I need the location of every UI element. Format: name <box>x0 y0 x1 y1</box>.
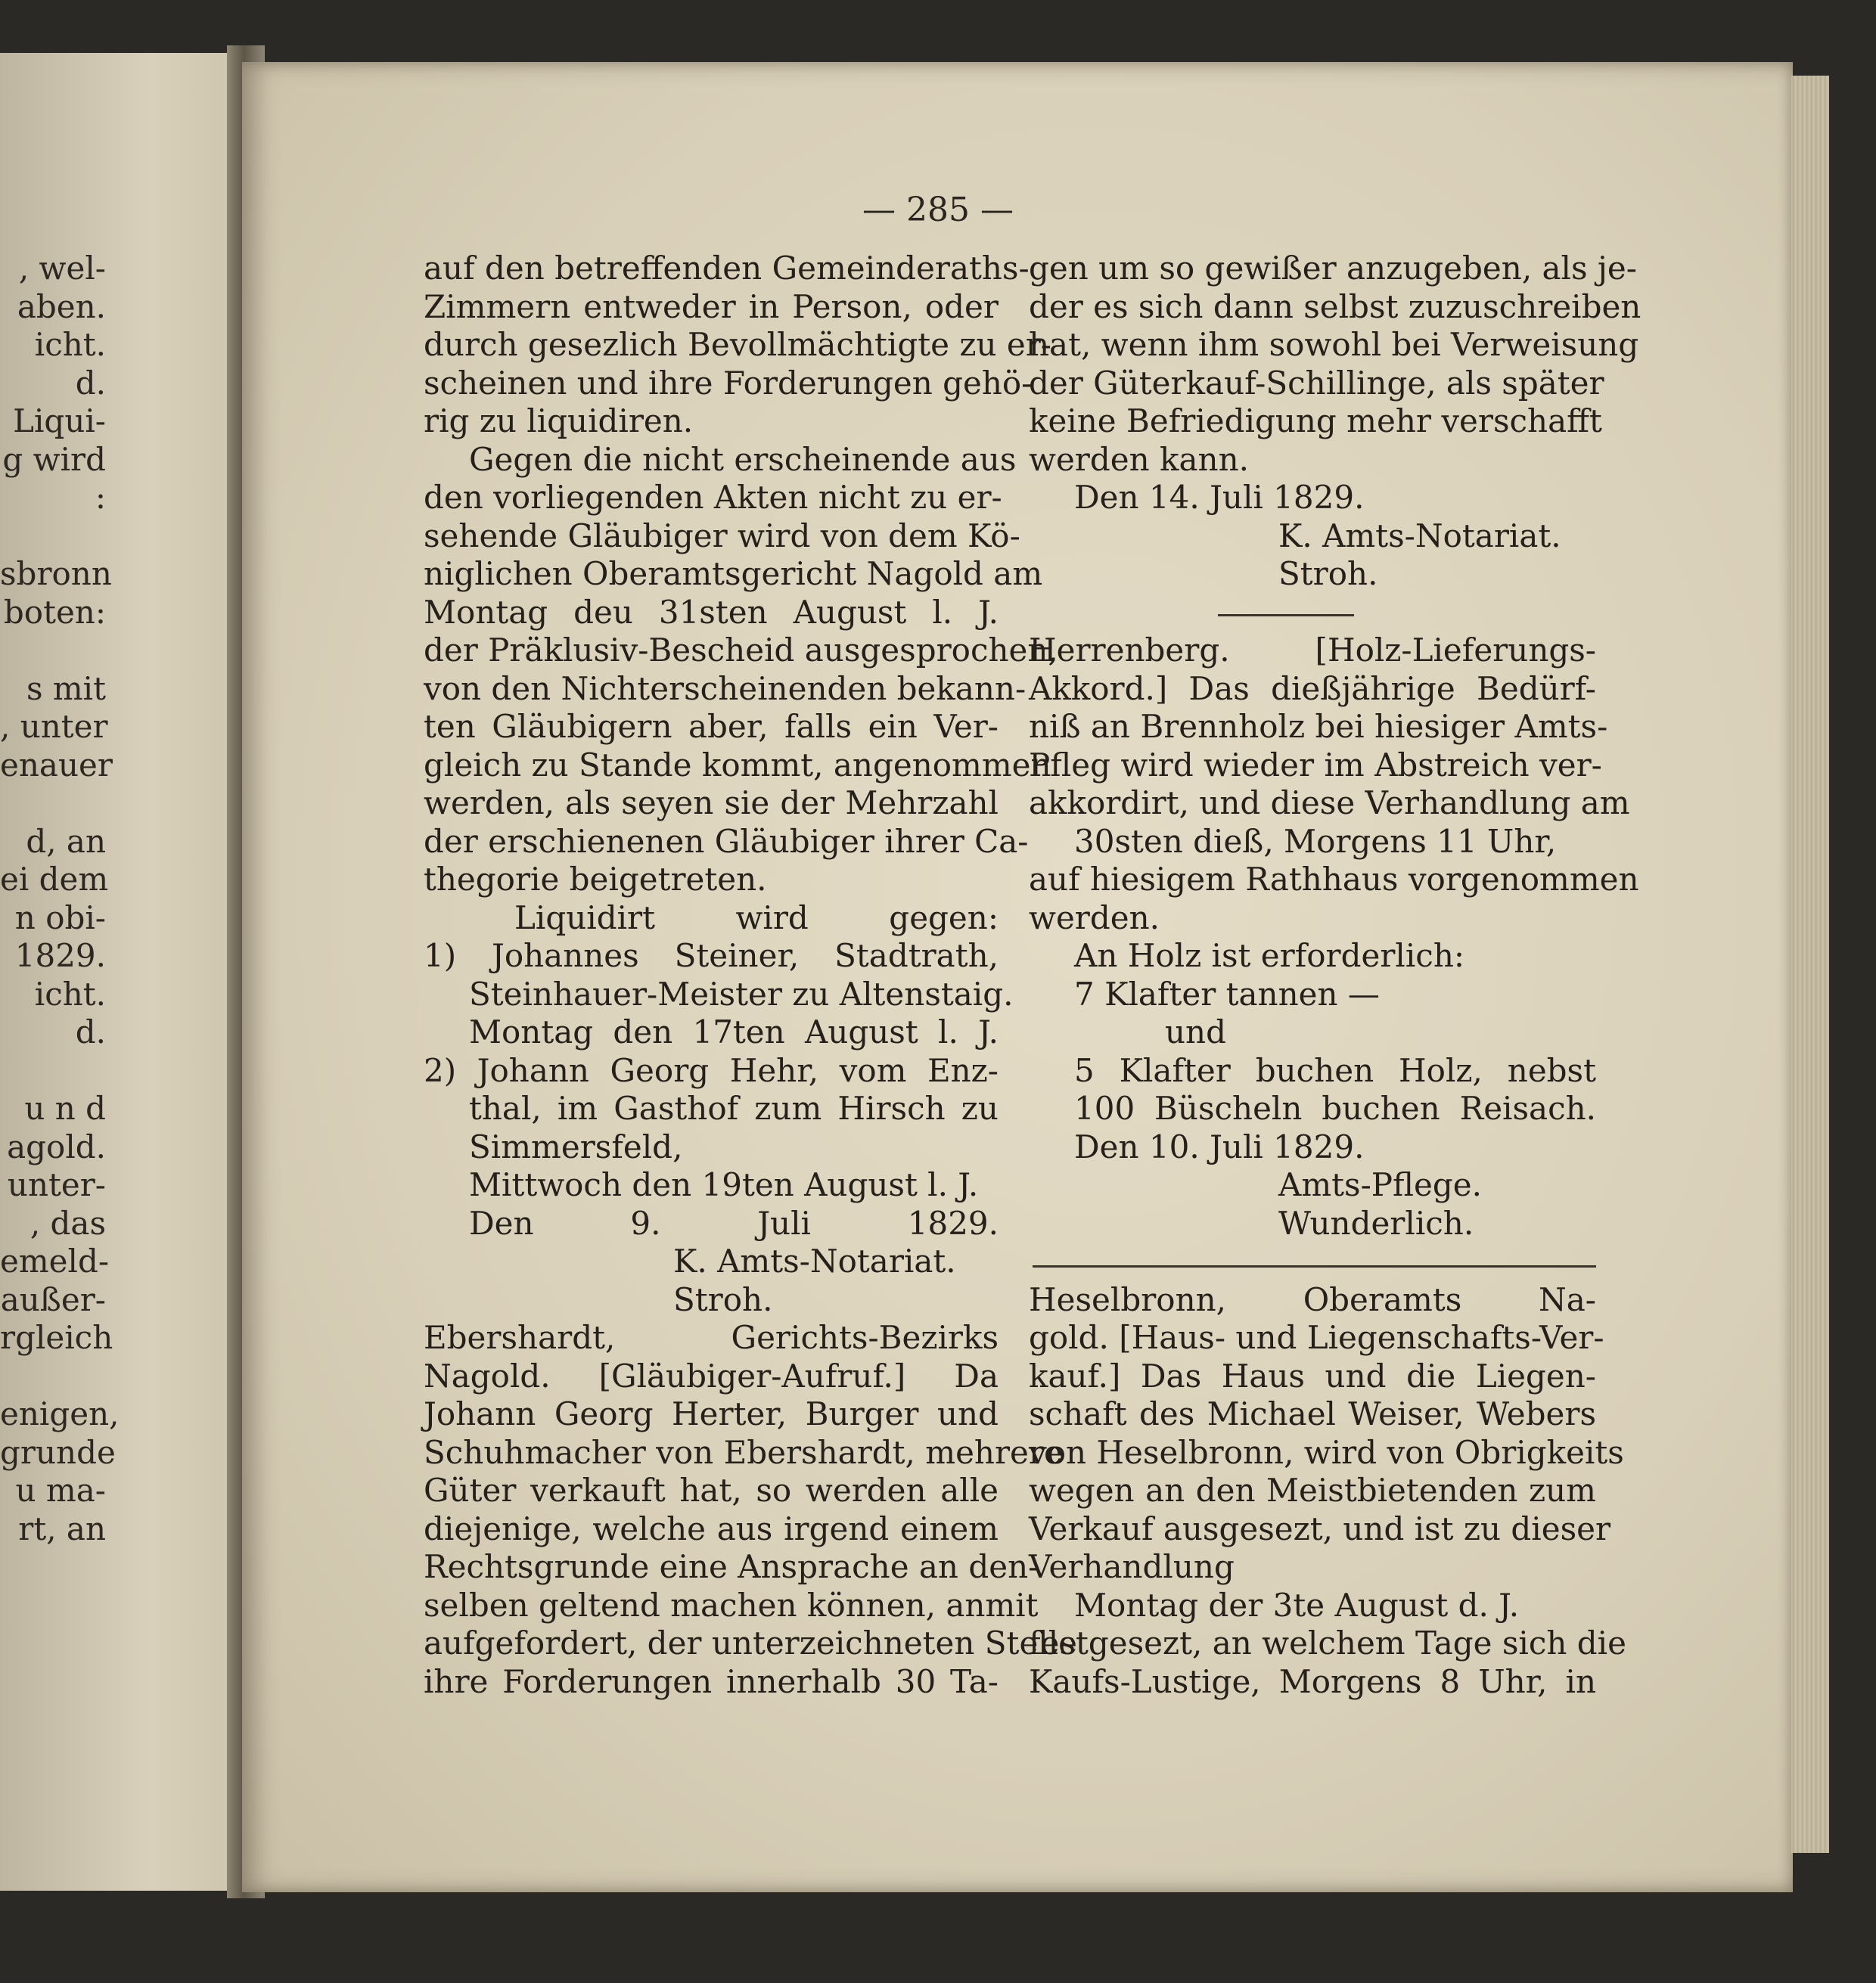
text-line: Kaufs-Lustige, Morgens 8 Uhr, in <box>1029 1662 1596 1700</box>
text-line: der Güterkauf-Schillinge, als später <box>1029 364 1604 402</box>
text-line: Schuhmacher von Ebershardt, mehrere <box>424 1433 1063 1471</box>
text-line: thegorie beigetreten. <box>424 861 767 898</box>
text-line: durch gesezlich Bevollmächtigte zu er- <box>424 326 1051 363</box>
text-line: Montag der 3te August d. J. <box>1074 1586 1520 1624</box>
left-page-line: d, an <box>26 822 106 860</box>
page-edge <box>1791 76 1829 1853</box>
text-line: der Präklusiv-Bescheid ausgesprochen, <box>424 632 1058 669</box>
left-page-line: außer- <box>0 1280 106 1318</box>
left-page-line: grunde <box>0 1433 116 1471</box>
left-page-text <box>0 250 120 1548</box>
text-line: gen um so gewißer anzugeben, als je- <box>1029 250 1637 287</box>
text-line: Stroh. <box>1278 555 1378 592</box>
left-page-line <box>0 632 106 670</box>
text-line: niß an Brennholz bei hiesiger Amts- <box>1029 708 1608 745</box>
left-page-line <box>0 1052 106 1091</box>
left-page-line: Liqui- <box>13 402 106 439</box>
text-line: Den 10. Juli 1829. <box>1074 1128 1365 1165</box>
text-line: den vorliegenden Akten nicht zu er- <box>424 479 1002 516</box>
text-line: rig zu liquidiren. <box>424 402 694 439</box>
left-page-line: 1829. <box>14 937 106 974</box>
text-line: Pfleg wird wieder im Abstreich ver- <box>1029 746 1602 784</box>
left-page-line: boten: <box>3 593 106 631</box>
left-page-line: u n d <box>24 1090 106 1127</box>
left-page-line: ei dem <box>0 861 109 898</box>
left-page-line: : <box>95 479 106 516</box>
text-line: Zimmern entweder in Person, oder <box>424 287 999 325</box>
text-line: Montag den 17ten August l. J. <box>469 1013 999 1050</box>
text-line: kauf.] Das Haus und die Liegen- <box>1029 1357 1596 1395</box>
text-line: akkordirt, und diese Verhandlung am <box>1029 784 1630 821</box>
text-line: 7 Klafter tannen — <box>1074 975 1380 1013</box>
left-page-line: sbronn <box>0 555 112 592</box>
left-page-line: rgleich <box>0 1319 113 1356</box>
text-line: Wunderlich. <box>1278 1204 1474 1242</box>
left-page-line: u ma- <box>15 1472 106 1509</box>
text-line: Verkauf ausgesezt, und ist zu dieser <box>1029 1510 1611 1547</box>
text-line: niglichen Oberamtsgericht Nagold am <box>424 555 1043 592</box>
text-line: von den Nichterscheinenden bekann- <box>424 669 1027 707</box>
text-line: und <box>1165 1013 1226 1050</box>
text-line: von Heselbronn, wird von Obrigkeits <box>1029 1433 1624 1471</box>
left-page-line: unter- <box>7 1166 106 1203</box>
text-line: Nagold. [Gläubiger-Aufruf.] Da <box>424 1357 999 1395</box>
left-page-line: agold. <box>7 1128 106 1165</box>
text-line: diejenige, welche aus irgend einem <box>424 1510 999 1547</box>
text-line: schaft des Michael Weiser, Webers <box>1029 1395 1596 1432</box>
text-line: festgesezt, an welchem Tage sich die <box>1029 1625 1626 1662</box>
text-line: Verhandlung <box>1029 1548 1235 1585</box>
text-line: Stroh. <box>673 1280 773 1318</box>
text-line: gold. [Haus- und Liegenschafts-Ver- <box>1029 1319 1604 1356</box>
text-line <box>1029 594 1596 632</box>
text-line: auf den betreffenden Gemeinderaths- <box>424 250 1030 287</box>
text-line: Liquidirt wird gegen: <box>514 898 999 936</box>
text-line: Simmersfeld, <box>469 1128 683 1165</box>
text-line: 1) Johannes Steiner, Stadtrath, <box>424 937 999 974</box>
text-line: werden. <box>1029 898 1160 936</box>
left-page-line: d. <box>75 1013 106 1050</box>
text-line: K. Amts-Notariat. <box>1278 517 1561 554</box>
left-page-line: d. <box>75 364 106 402</box>
text-line <box>1029 1243 1596 1281</box>
text-line: Akkord.] Das dießjährige Bedürf- <box>1029 669 1596 707</box>
text-line: Rechtsgrunde eine Ansprache an den- <box>424 1548 1039 1585</box>
left-page-line <box>0 1358 106 1396</box>
text-line: der es sich dann selbst zuzuschreiben <box>1029 287 1642 325</box>
text-line: Mittwoch den 19ten August l. J. <box>469 1166 979 1203</box>
column-left <box>424 250 1078 1701</box>
text-line: 2) Johann Georg Hehr, vom Enz- <box>424 1051 999 1089</box>
left-page-line: s mit <box>26 669 106 707</box>
text-line: auf hiesigem Rathhaus vorgenommen <box>1029 861 1639 898</box>
left-page-line: emeld- <box>0 1243 110 1280</box>
left-page-line <box>0 784 106 823</box>
text-line: selben geltend machen können, anmit <box>424 1586 1039 1624</box>
text-line: gleich zu Stande kommt, angenommen <box>424 746 1051 784</box>
text-line: ihre Forderungen innerhalb 30 Ta- <box>424 1662 999 1700</box>
text-line: Montag deu 31sten August l. J. <box>424 593 999 631</box>
left-page-line: n obi- <box>14 898 106 936</box>
text-line: keine Befriedigung mehr verschafft <box>1029 402 1602 439</box>
page-number: — 285 — <box>862 191 1014 229</box>
text-line: Den 9. Juli 1829. <box>469 1204 999 1242</box>
separator-rule-1 <box>1218 614 1354 616</box>
text-line: Gegen die nicht erscheinende aus <box>469 440 1017 478</box>
text-line: der erschienenen Gläubiger ihrer Ca- <box>424 822 1029 860</box>
text-line: sehende Gläubiger wird von dem Kö- <box>424 517 1020 554</box>
text-line: Herrenberg. [Holz-Lieferungs- <box>1029 632 1596 669</box>
text-line: werden, als seyen sie der Mehrzahl <box>424 784 999 821</box>
left-page-line: icht. <box>34 975 106 1013</box>
text-line: Ebershardt, Gerichts-Bezirks <box>424 1319 999 1356</box>
left-page-line: enauer <box>0 746 113 784</box>
text-line: Amts-Pflege. <box>1278 1166 1483 1203</box>
text-line: hat, wenn ihm sowohl bei Verweisung <box>1029 326 1639 363</box>
text-line: thal, im Gasthof zum Hirsch zu <box>469 1090 999 1127</box>
text-line: aufgefordert, der unterzeichneten Stelle <box>424 1625 1078 1662</box>
text-line: 100 Büscheln buchen Reisach. <box>1074 1090 1596 1127</box>
left-page-line: g wird <box>2 440 106 478</box>
text-line: Steinhauer-Meister zu Altenstaig. <box>469 975 1014 1013</box>
text-line: Güter verkauft hat, so werden alle <box>424 1472 999 1509</box>
left-page-line: enigen, <box>0 1395 120 1432</box>
left-page-line: aben. <box>17 287 106 325</box>
text-line: 5 Klafter buchen Holz, nebst <box>1074 1051 1596 1089</box>
left-page-line: , unter <box>0 708 108 745</box>
text-line: Den 14. Juli 1829. <box>1074 479 1365 516</box>
column-right <box>1029 250 1642 1701</box>
text-line: werden kann. <box>1029 440 1249 478</box>
left-page-line: rt, an <box>18 1510 106 1547</box>
left-page-line <box>0 517 106 556</box>
text-line: Johann Georg Herter, Burger und <box>424 1395 999 1432</box>
left-page-line: , wel- <box>18 250 106 287</box>
text-line: 30sten dieß, Morgens 11 Uhr, <box>1074 822 1557 860</box>
text-line: ten Gläubigern aber, falls ein Ver- <box>424 708 999 745</box>
left-page-line: , das <box>30 1204 106 1242</box>
text-line: K. Amts-Notariat. <box>673 1243 956 1280</box>
text-line: An Holz ist erforderlich: <box>1074 937 1465 974</box>
text-line: scheinen und ihre Forderungen gehö- <box>424 364 1033 402</box>
separator-rule-2 <box>1033 1265 1596 1268</box>
text-line: wegen an den Meistbietenden zum <box>1029 1472 1596 1509</box>
left-page-line: icht. <box>34 326 106 363</box>
text-line: Heselbronn, Oberamts Na- <box>1029 1280 1596 1318</box>
